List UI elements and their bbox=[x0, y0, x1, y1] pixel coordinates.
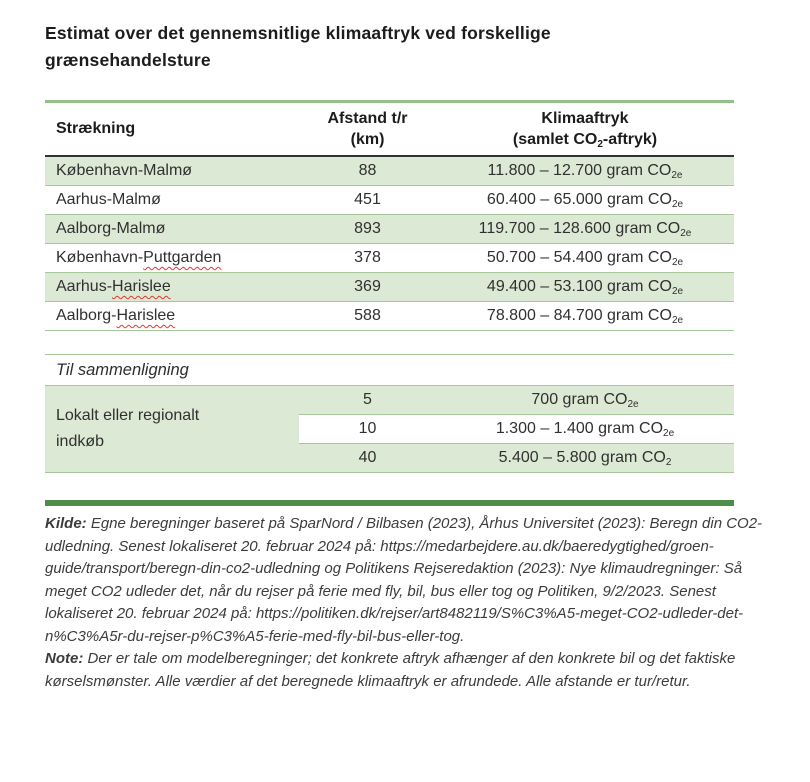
impact-cell bbox=[436, 157, 734, 185]
note-label: Note: bbox=[45, 650, 84, 667]
comparison-row bbox=[299, 414, 734, 443]
distance-cell: 893 bbox=[354, 220, 381, 237]
impact-cell bbox=[436, 415, 734, 443]
header-impact bbox=[436, 108, 734, 150]
table-header-row bbox=[45, 100, 734, 157]
impact-value: 49.400 – 53.100 gram CO bbox=[486, 278, 672, 295]
impact-value: 78.800 – 84.700 gram CO bbox=[486, 307, 672, 324]
comparison-section-label: Til sammenligning bbox=[45, 354, 734, 385]
route-name: Aarhus-Malmø bbox=[56, 191, 161, 208]
impact-cell bbox=[436, 186, 734, 214]
route-cell bbox=[45, 244, 299, 272]
comparison-row-label-line1: Lokalt eller regionalt bbox=[56, 407, 200, 424]
impact-cell bbox=[436, 215, 734, 243]
impact-cell bbox=[436, 302, 734, 330]
impact-value: 119.700 – 128.600 gram CO bbox=[478, 220, 681, 237]
impact-value: 1.300 – 1.400 gram CO bbox=[495, 420, 664, 437]
source-text: Egne beregninger baseret på SparNord / Bilbasen (2023), Århus Universitet (2023): Beregn din CO2-udledning. Senest lokaliseret 20. februar 2024 på: https://medarbejdere.au.dk/baeredygtighed/groen-guide/transport/beregn-din-co2-udledning og Politikens Rejseredaktion (2023): Nye klimaudregninger: Så meget CO2 udleder det, når du rejser på ferie med fly, bil, bus eller tog og Politiken, 9/2/2023. Senest lokaliseret 20. februar 2024 på: https://politiken.dk/rejser/art8482119/S%C3%A5-meget-CO2-udleder-det-n%C3%A5r-du-rejser-p%C3%A5-ferie-med-fly-bil-bus-eller-tog. bbox=[45, 515, 763, 645]
route-cell bbox=[45, 273, 299, 301]
comparison-row bbox=[299, 386, 734, 414]
route-cell bbox=[45, 186, 299, 214]
source-label: Kilde: bbox=[45, 515, 87, 532]
co2-subscript: 2e bbox=[671, 257, 684, 268]
source-divider bbox=[45, 500, 734, 506]
table-row bbox=[45, 302, 734, 331]
distance-cell: 5 bbox=[363, 391, 372, 408]
co2-subscript: 2e bbox=[671, 286, 684, 297]
distance-cell: 369 bbox=[354, 278, 381, 295]
route-name: Aalborg- bbox=[56, 307, 117, 324]
impact-value: 700 gram CO bbox=[531, 391, 628, 408]
footnotes bbox=[45, 513, 763, 693]
co2-subscript: 2e bbox=[627, 399, 639, 410]
distance-cell: 378 bbox=[354, 249, 381, 266]
impact-value: 60.400 – 65.000 gram CO bbox=[486, 191, 672, 208]
header-impact-line2-pre: (samlet CO bbox=[512, 131, 598, 148]
route-name-flagged: Puttgarden bbox=[143, 249, 222, 266]
co2-subscript: 2e bbox=[680, 228, 692, 239]
header-route: Strækning bbox=[56, 120, 136, 137]
comparison-row-label-line2: indkøb bbox=[56, 433, 105, 450]
route-name: København-Malmø bbox=[56, 162, 193, 179]
impact-value: 5.400 – 5.800 gram CO bbox=[498, 449, 666, 466]
impact-cell bbox=[436, 386, 734, 414]
route-name: København- bbox=[56, 249, 144, 266]
impact-value: 11.800 – 12.700 gram CO bbox=[487, 162, 672, 179]
distance-cell: 588 bbox=[354, 307, 381, 324]
route-cell bbox=[45, 302, 299, 330]
header-impact-line1: Klimaaftryk bbox=[541, 110, 629, 127]
distance-cell: 451 bbox=[354, 191, 381, 208]
co2-subscript: 2e bbox=[671, 315, 684, 326]
co2-subscript: 2e bbox=[671, 199, 684, 210]
route-name: Aalborg-Malmø bbox=[56, 220, 166, 237]
header-impact-line2-post: -aftryk) bbox=[602, 131, 658, 148]
header-distance-line1: Afstand t/r bbox=[327, 110, 408, 127]
route-name-flagged: Harislee bbox=[112, 278, 171, 295]
impact-value: 50.700 – 54.400 gram CO bbox=[486, 249, 672, 266]
distance-cell: 88 bbox=[358, 162, 377, 179]
distance-cell: 40 bbox=[358, 449, 377, 466]
co2-subscript: 2 bbox=[597, 139, 603, 150]
co2-subscript: 2e bbox=[663, 428, 675, 439]
table-row bbox=[45, 215, 734, 244]
table-row bbox=[45, 273, 734, 302]
route-name: Aarhus- bbox=[56, 278, 113, 295]
impact-cell bbox=[436, 244, 734, 272]
comparison-table bbox=[45, 385, 734, 473]
route-name-flagged: Harislee bbox=[116, 307, 176, 324]
page-title: Estimat over det gennemsnitlige klimaaftryk ved forskellige grænsehandelsture bbox=[45, 23, 551, 70]
header-distance-line2: (km) bbox=[350, 131, 385, 148]
table-row bbox=[45, 186, 734, 215]
climate-table bbox=[45, 100, 734, 331]
comparison-rows bbox=[299, 386, 734, 472]
comparison-row bbox=[299, 443, 734, 472]
methodology-note bbox=[45, 648, 763, 693]
header-impact-line2 bbox=[436, 129, 734, 150]
note-text: Der er tale om modelberegninger; det konkrete aftryk afhænger af den konkrete bil og det faktiske kørselsmønster. Alle værdier af det beregnede klimaaftryk er afrundede. Alle afstande er tur/retur. bbox=[45, 650, 736, 690]
route-cell bbox=[45, 157, 299, 185]
co2-subscript: 2 bbox=[665, 457, 672, 468]
table-row bbox=[45, 244, 734, 273]
comparison-row-label bbox=[45, 386, 299, 472]
route-cell bbox=[45, 215, 299, 243]
impact-cell bbox=[436, 273, 734, 301]
header-distance bbox=[299, 108, 436, 150]
source-note bbox=[45, 513, 763, 648]
impact-cell bbox=[436, 444, 734, 472]
table-row bbox=[45, 157, 734, 186]
distance-cell: 10 bbox=[358, 420, 377, 437]
co2-subscript: 2e bbox=[671, 170, 683, 181]
